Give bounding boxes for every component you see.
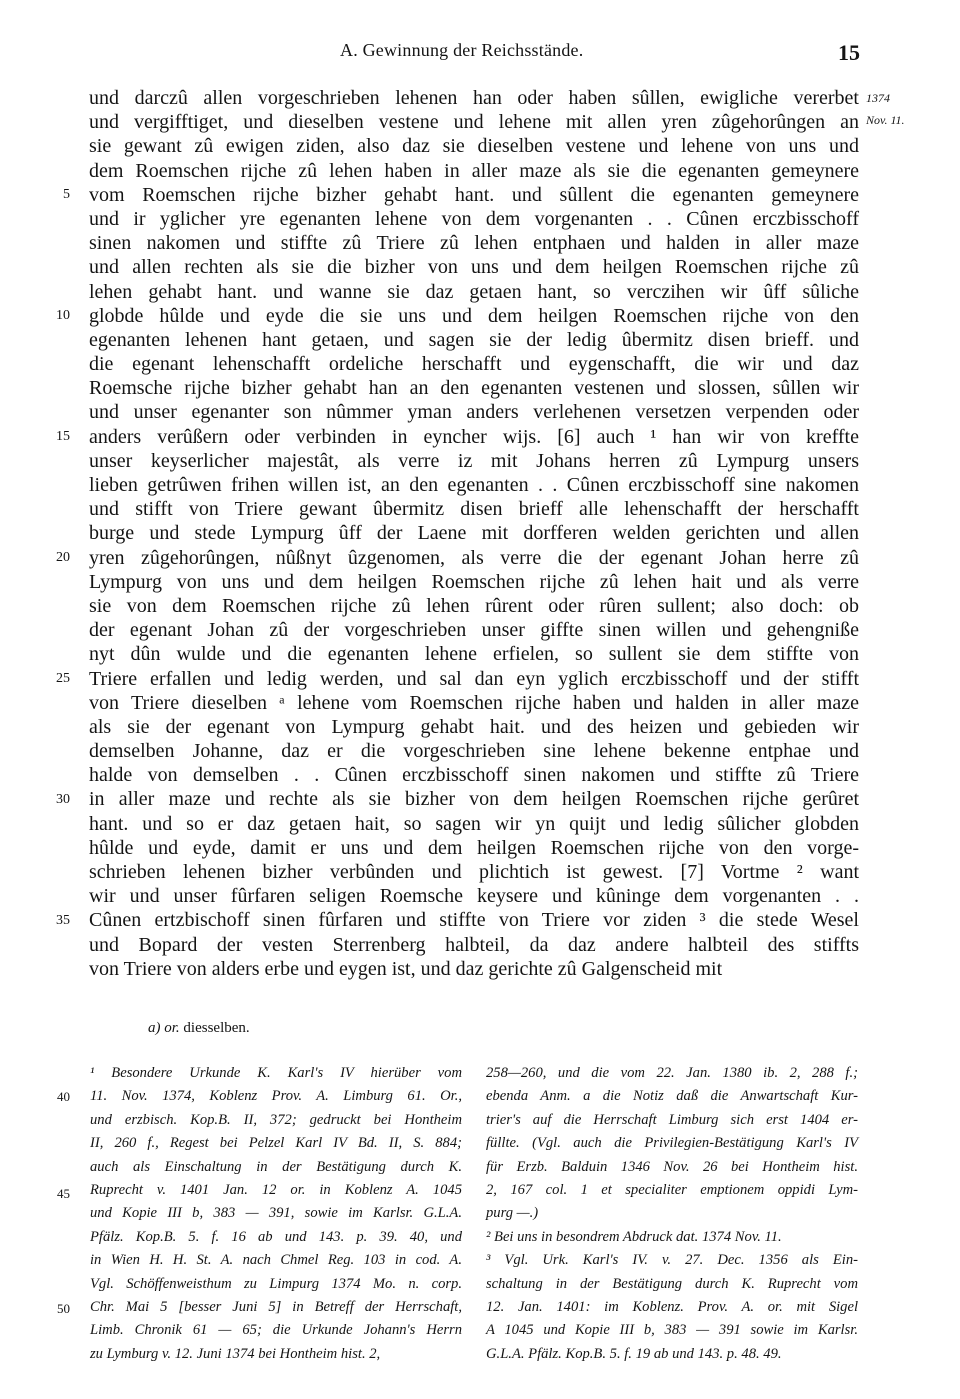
- footnote-line: ² Bei uns in besondrem Abdruck dat. 1374 Nov. 11.: [486, 1228, 782, 1245]
- text-line: und darczû allen vorgeschrieben lehenen han oder haben sûllen, ewigliche vererbet: [89, 87, 859, 109]
- footnote-line: ³ Vgl. Urk. Karl's IV. v. 27. Dec. 1356 als Ein-: [486, 1252, 858, 1269]
- text-line: demselben Johanne, daz er die vorgeschrieben sine lehene bekenne entphae und: [89, 740, 859, 763]
- main-text: [89, 86, 859, 981]
- footnote-line: schaltung in der Bestätigung durch K. Ruprecht vom: [486, 1275, 858, 1292]
- footnote-line: für Erzb. Balduin 1346 Nov. 26 bei Hontheim hist.: [486, 1158, 858, 1175]
- margin-date: Nov. 11.: [866, 113, 905, 127]
- footnote-line: und erzbisch. Kop.B. II, 372; gedruckt bei Hontheim: [90, 1111, 462, 1128]
- text-line: in aller maze und rechte als sie bizher von dem heilgen Roemschen rijche gerûret: [89, 788, 859, 811]
- footnote-line: 12. Jan. 1401: im Koblenz. Prov. A. or. mit Sigel: [486, 1298, 858, 1315]
- line-number-25: 25: [56, 671, 70, 686]
- footnote-line-number-45: 45: [57, 1186, 70, 1201]
- text-line: sie gewant zû ewigen ziden, also daz sie dieselben vestene und lehene von uns und: [89, 135, 859, 158]
- text-line: egenanten lehenen hant getaen, und sagen sie der ledig ûbermitz disen brieff. und: [89, 328, 859, 351]
- footnote-line: ¹ Besondere Urkunde K. Karl's IV hierüber vom: [90, 1065, 462, 1081]
- footnote-line: G.L.A. Pfälz. Kop.B. 5. f. 19 ab und 143. p. 48. 49.: [486, 1345, 782, 1362]
- line-number-15: 15: [56, 429, 70, 444]
- textual-note-text: diesselben.: [183, 1020, 250, 1036]
- footnote-line: zu Lymburg v. 12. Juni 1374 bei Hontheim hist. 2,: [90, 1345, 381, 1362]
- text-line: und allen rechten als sie die bizher von uns und dem heilgen Roemschen rijche zû: [89, 256, 859, 279]
- footnote-line: 11. Nov. 1374, Koblenz Prov. A. Limburg 61. Or.,: [90, 1088, 462, 1105]
- text-line: und ir yglicher yre egenanten lehene von dem vorgenanten . . Cûnen erczbisschoff: [89, 207, 859, 230]
- text-line: sinen nakomen und stiffte zû Triere zû lehen entphaen und halden in aller maze: [89, 232, 859, 255]
- text-line: hûlde und eyde, damit er uns und dem heilgen Roemschen rijche von den vorge-: [89, 836, 859, 859]
- footnote-line-number-50: 50: [57, 1301, 70, 1316]
- line-number-30: 30: [56, 792, 70, 807]
- footnote-line: 2, 167 col. 1 et specialiter emptionem oppidi Lym-: [486, 1181, 858, 1198]
- text-line: anders verûßern oder verbinden in eyncher wijs. [6] auch ¹ han wir von kreffte: [89, 425, 859, 448]
- text-line: unser keyserlicher majestât, als verre iz mit Johans herren zû Lympurg unsers: [89, 449, 859, 472]
- text-line: von Triere dieselben ᵃ lehene vom Roemschen rijche haben und halden in aller maze: [89, 691, 859, 714]
- line-number-5: 5: [63, 187, 70, 202]
- footnote-line: füllte. (Vgl. auch die Privilegien-Bestätigung Karl's IV: [486, 1135, 858, 1152]
- line-number-20: 20: [56, 550, 70, 565]
- page-number: 15: [838, 40, 860, 65]
- text-line: Triere erfallen und ledig werden, und sal dan eyn yglich erczbisschoff und der stifft: [89, 667, 859, 690]
- textual-note-label: a) or.: [148, 1020, 180, 1036]
- text-line: die egenant lehenschafft ordeliche herschafft und eygenschafft, die wir und daz: [89, 353, 859, 376]
- footnote-line: Pfälz. Kop.B. 5. f. 16 ab und 143. p. 39. 40, und: [90, 1228, 462, 1245]
- text-line: vom Roemschen rijche bizher gehabt hant. und sûllent die egenanten gemeynere: [89, 183, 859, 206]
- footnote-line-number-40: 40: [57, 1089, 70, 1104]
- footnote-line: ebenda Anm. a die Notiz daß die Anwartschaft Kur-: [486, 1088, 858, 1105]
- textual-note: [148, 1020, 250, 1037]
- footnote-line: Vgl. Schöffenweisthum zu Limpurg 1374 Mo. n. corp.: [90, 1275, 462, 1292]
- margin-year: 1374: [866, 91, 890, 105]
- footnote-line: Limb. Chronik 61 — 65; die Urkunde Johann's Herrn: [90, 1322, 462, 1339]
- running-head: A. Gewinnung der Reichsstände.: [340, 40, 584, 60]
- text-line: dem Roemschen rijche zû lehen haben in aller maze als sie die egenanten gemeynere: [89, 159, 859, 182]
- text-line: als sie der egenant von Lympurg gehabt hait. und des heizen und gebieden wir: [89, 715, 859, 738]
- footnotes-right-column: [486, 1062, 858, 1366]
- footnote-line: Ruprecht v. 1401 Jan. 12 or. in Koblenz A. 1045: [90, 1181, 462, 1198]
- text-line: und Bopard der vesten Sterrenberg halbteil, da daz andere halbteil des stiffts: [89, 933, 859, 956]
- text-line: halde von demselben . . Cûnen erczbisschoff sinen nakomen und stiffte zû Triere: [89, 764, 859, 787]
- footnote-line: in Wien H. H. St. A. nach Chmel Reg. 103 in cod. A.: [90, 1252, 462, 1269]
- footnote-line: auch als Einschaltung in der Bestätigung durch K.: [90, 1158, 462, 1175]
- footnote-line: Chr. Mai 5 [besser Juni 5] in Betreff der Herrschaft,: [90, 1298, 462, 1315]
- text-line: nyt dûn wulde und die egenanten lehene erfielen, so sullent sie dem stiffte von: [89, 643, 859, 666]
- text-line: Lympurg von uns und dem heilgen Roemschen rijche zû lehen hait und als verre: [89, 570, 859, 593]
- text-line: und stifft von Triere gewant ûbermitz disen brieff alle lehenschafft der herschafft: [89, 498, 859, 521]
- footnote-line: II, 260 f., Regest bei Pelzel Karl IV Bd. II, S. 884;: [90, 1135, 462, 1152]
- line-number-10: 10: [56, 308, 70, 323]
- text-line: yren zûgehorûngen, nûßnyt ûzgenomen, als verre die der egenant Johan herre zû: [89, 546, 859, 569]
- text-line: schrieben lehenen bizher verbûnden und plichtich ist gewest. [7] Vortme ² want: [89, 861, 859, 883]
- footnote-line: und Kopie III b, 383 — 391, sowie im Karlsr. G.L.A.: [90, 1205, 462, 1222]
- text-line: sie von dem Roemschen rijche zû lehen rûrent oder rûren sullent; also doch: ob: [89, 594, 859, 617]
- text-line: burge und stede Lympurg ûff der Laene mit dorfferen welden gerichten und allen: [89, 522, 859, 545]
- footnote-line: A 1045 und Kopie III b, 383 — 391 sowie im Karlsr.: [486, 1322, 858, 1339]
- text-line: und vergifftiget, und dieselben vestene und lehene mit allen yren zûgehorûngen an: [89, 111, 859, 134]
- text-line: globde hûlde und eyde die sie uns und dem heilgen Roemschen rijche von den: [89, 304, 859, 327]
- text-line: und unser egenanter son nûmmer yman anders verlehenen versetzen verpenden oder: [89, 401, 859, 424]
- line-number-35: 35: [56, 913, 70, 928]
- footnote-line: trier's auf die Herrschaft Limburg sich erst 1404 er-: [486, 1111, 858, 1128]
- footnote-line: 258—260, und die vom 22. Jan. 1380 ib. 2, 288 f.;: [486, 1065, 858, 1081]
- text-line: von Triere von alders erbe und eygen ist, und daz gerichte zû Galgenscheid mit: [89, 957, 723, 980]
- text-line: Roemsche rijche bizher gehabt han an den egenanten vestenen und slossen, sûllen wir: [89, 377, 859, 400]
- text-line: hant. und so er daz getaen hait, so sagen wir yn quijt und ledig sûlicher globden: [89, 812, 859, 835]
- footnote-line: purg —.): [486, 1205, 539, 1222]
- text-line: wir und unser fûrfaren seligen Roemsche keysere und kûninge dem vorgenanten . .: [89, 885, 859, 908]
- text-line: lehen gehabt hant. und wanne sie daz getaen hant, so verczihen wir ûff sûliche: [89, 280, 859, 303]
- text-line: der egenant Johan zû der vorgeschrieben unser giffte sinen willen und gehengniße: [89, 619, 859, 642]
- text-line: Cûnen ertzbischoff sinen fûrfaren und stiffte von Triere vor ziden ³ die stede Wesel: [89, 909, 859, 932]
- text-line: lieben getrûwen frihen willen ist, an den egenanten . . Cûnen erczbisschoff sine nakomen: [89, 474, 859, 496]
- footnotes-left-column: [90, 1062, 462, 1366]
